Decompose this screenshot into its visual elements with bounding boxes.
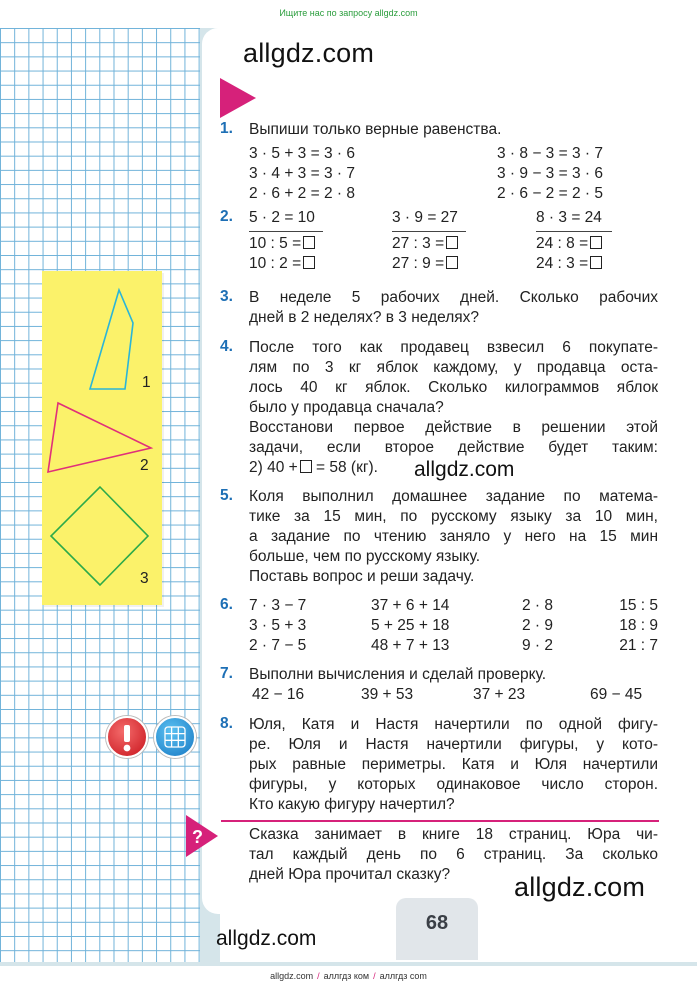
task-4-number: 4. [220, 338, 233, 355]
task-7-item: 42 − 16 [252, 686, 305, 703]
task-3-number: 3. [220, 288, 233, 305]
figure-1-quadrilateral [90, 290, 133, 389]
task-6-col-4 [600, 596, 658, 656]
task-6-col-1 [249, 596, 306, 656]
riddle-text: Сказка занимает в книге 18 страниц. Юра чи- тал каждый день по 6 страниц. За сколько дней Юра прочитал сказку? [249, 826, 658, 883]
bottom-link[interactable]: allgdz.com [270, 971, 314, 981]
task-2-col-2 [392, 208, 466, 274]
expression: 2 · 9 [522, 617, 554, 634]
figure-3-label: 3 [140, 570, 149, 587]
division-item: 27 : 3 = [392, 234, 466, 254]
bottom-link[interactable]: аллгдз ком [323, 971, 370, 981]
watermark-bottom-left: allgdz.com [216, 927, 317, 950]
task-7-item: 39 + 53 [361, 686, 414, 703]
expression: 3 · 5 + 3 [249, 617, 307, 634]
equation: 3 · 9 − 3 = 3 · 6 [497, 165, 603, 182]
expression: 7 · 3 − 7 [249, 597, 307, 614]
answer-box[interactable] [590, 236, 602, 249]
answer-box[interactable] [446, 256, 458, 269]
equation: 2 · 6 − 2 = 2 · 5 [497, 185, 603, 202]
task-2-number: 2. [220, 208, 233, 225]
task-6-col-3 [522, 596, 553, 656]
task-3-text: В неделе 5 рабочих дней. Сколько рабочих дней в 2 неделях? в 3 неделях? [249, 289, 658, 326]
figure-2-label: 2 [140, 457, 149, 474]
task-7-item: 69 − 45 [590, 686, 643, 703]
task-8-number: 8. [220, 715, 233, 732]
figures-card [42, 271, 162, 605]
answer-box[interactable] [303, 256, 315, 269]
figure-2-triangle [48, 403, 151, 472]
grid-icon [154, 716, 196, 758]
watermark-top: allgdz.com [243, 38, 375, 68]
task-1-number: 1. [220, 120, 233, 137]
task-1-left-column [249, 144, 355, 204]
riddle-divider [221, 820, 659, 822]
equation: 2 · 6 + 2 = 2 · 8 [249, 185, 355, 202]
question-icon [186, 815, 218, 857]
task-2-col-3 [536, 208, 612, 274]
task-6-number: 6. [220, 596, 233, 613]
expression: 9 · 2 [522, 637, 554, 654]
expression: 2 · 7 − 5 [249, 637, 307, 654]
task-8-text: Юля, Катя и Настя начертили по одной фигу- ре. Юля и Настя начертили фигуры, у кото- рых равные периметры. Катя и Юля начертили фигуры, у которых одинаковое число сторон. Кто какую фигуру начертил? [249, 716, 658, 813]
section-arrow-icon [220, 78, 256, 118]
task-7-item: 37 + 23 [473, 686, 526, 703]
division-item: 10 : 2 = [249, 254, 323, 274]
equation: 3 · 4 + 3 = 3 · 7 [249, 165, 355, 182]
figures-svg [42, 271, 162, 605]
task-5-number: 5. [220, 487, 233, 504]
answer-box[interactable] [300, 460, 312, 473]
expression: 15 : 5 [619, 597, 658, 614]
second-action: 2) 40 + = 58 (кг). [249, 459, 378, 476]
bottom-banner: allgdz.com / аллгдз ком / аллгдз com [270, 971, 427, 981]
task-5-text: Коля выполнил домашнее задание по матема- тике за 15 мин, по русскому языку за 10 мин, а задание по чтению заняло у него на 15 мин больше, чем по русскому языку. Поставь вопрос и реши задачу. [249, 488, 658, 585]
given-equation: 8 · 3 = 24 [536, 209, 602, 226]
answer-box[interactable] [446, 236, 458, 249]
equation: 3 · 5 + 3 = 3 · 6 [249, 145, 355, 162]
bottom-strip [0, 962, 697, 966]
given-equation: 5 · 2 = 10 [249, 209, 315, 226]
task-7-number: 7. [220, 665, 233, 682]
attention-icon [106, 716, 148, 758]
page-number: 68 [425, 912, 449, 934]
task-1-text: Выпиши только верные равенства. [249, 121, 502, 138]
equation: 3 · 8 − 3 = 3 · 7 [497, 145, 603, 162]
division-item: 27 : 9 = [392, 254, 466, 274]
given-equation: 3 · 9 = 27 [392, 209, 458, 226]
task-4-text: После того как продавец взвесил 6 покупате- лям по 3 кг яблок каждому, у продавца оста- лось 40 кг яблок. Сколько килограммов яблок было у продавца сначала? Восстанови первое действие в решении этой задачи, если второе действие будет таким: 2) 40 + = 58 (кг). [249, 339, 658, 476]
expression: 21 : 7 [619, 637, 658, 654]
answer-box[interactable] [590, 256, 602, 269]
figure-3-square [51, 487, 148, 585]
task-1-right-column [497, 144, 603, 204]
figure-1-label: 1 [142, 374, 151, 391]
task-6-col-2 [371, 596, 449, 656]
task-2-col-1 [249, 208, 323, 274]
expression: 2 · 8 [522, 597, 554, 614]
svg-text:?: ? [192, 827, 203, 847]
division-item: 24 : 3 = [536, 254, 612, 274]
watermark-bottom-right: allgdz.com [514, 872, 646, 902]
answer-box[interactable] [303, 236, 315, 249]
bottom-link[interactable]: аллгдз com [379, 971, 427, 981]
expression: 48 + 7 + 13 [371, 637, 450, 654]
expression: 5 + 25 + 18 [371, 617, 450, 634]
division-item: 24 : 8 = [536, 234, 612, 254]
task-7-text: Выполни вычисления и сделай проверку. [249, 666, 547, 683]
watermark-middle: allgdz.com [414, 458, 515, 481]
expression: 37 + 6 + 14 [371, 597, 450, 614]
division-item: 10 : 5 = [249, 234, 323, 254]
top-banner[interactable]: Ищите нас по запросу allgdz.com [279, 8, 418, 18]
expression: 18 : 9 [619, 617, 658, 634]
